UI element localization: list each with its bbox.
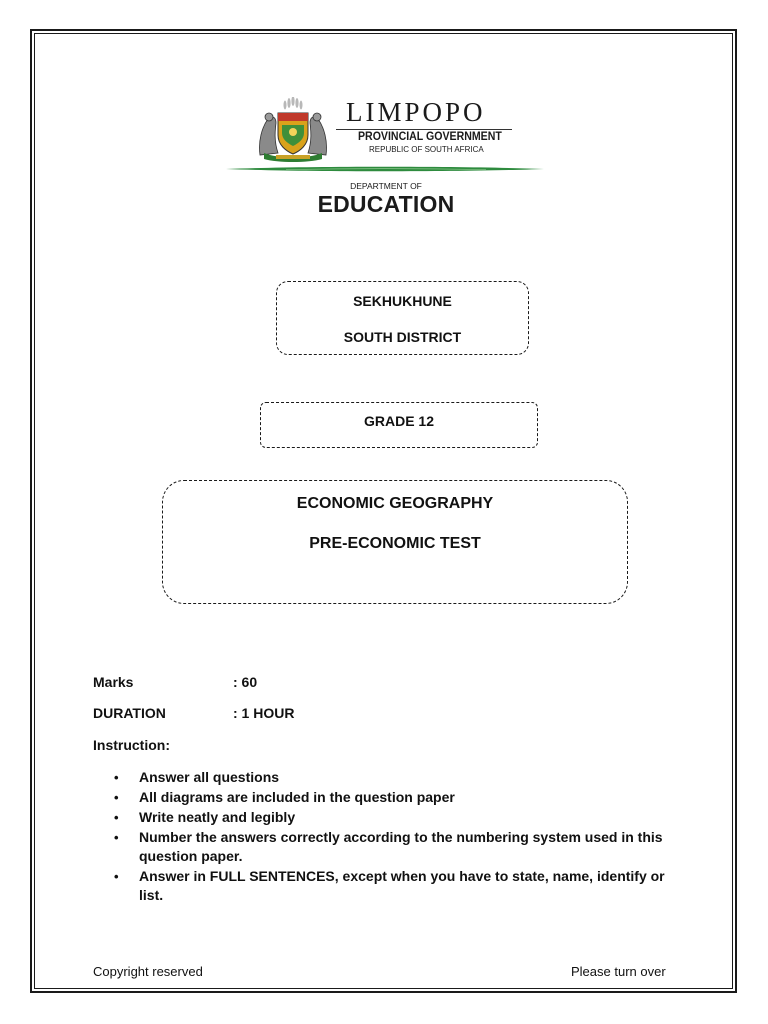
list-item (114, 828, 674, 866)
instruction-text: Write neatly and legibly (139, 809, 296, 825)
list-item (114, 808, 674, 827)
department-name: EDUCATION (317, 191, 455, 217)
bullet-icon: • (114, 790, 119, 805)
instruction-text: All diagrams are included in the question paper (139, 789, 455, 805)
republic-label: REPUBLIC OF SOUTH AFRICA (369, 145, 484, 154)
bullet-icon: • (114, 830, 119, 845)
district-box (276, 281, 529, 355)
instruction-text: Answer in FULL SENTENCES, except when you have to state, name, identify or list. (139, 868, 665, 903)
marks-label: Marks (93, 674, 134, 690)
list-item (114, 768, 674, 787)
subject-box (162, 480, 628, 604)
district-name: SEKHUKHUNE (353, 293, 452, 309)
government-label: PROVINCIAL GOVERNMENT (358, 131, 502, 143)
grade-box (260, 402, 538, 448)
marks-value: : 60 (233, 674, 258, 690)
subject-title: ECONOMIC GEOGRAPHY (296, 495, 494, 512)
turn-over-footer: Please turn over (571, 964, 666, 979)
district-subname: SOUTH DISTRICT (343, 329, 462, 345)
bullet-icon: • (114, 810, 119, 825)
bullet-icon: • (114, 869, 119, 884)
copyright-footer: Copyright reserved (93, 964, 203, 979)
instruction-list (114, 768, 674, 906)
instruction-text: Answer all questions (139, 769, 280, 785)
instruction-heading: Instruction: (93, 737, 170, 753)
list-item (114, 867, 674, 905)
test-title: PRE-ECONOMIC TEST (309, 535, 481, 552)
duration-value: : 1 HOUR (233, 705, 295, 721)
duration-label: DURATION (93, 705, 166, 721)
coat-of-arms-icon (256, 97, 330, 163)
green-swoosh-divider (226, 165, 544, 173)
province-name: LIMPOPO (346, 97, 486, 127)
department-of-label: DEPARTMENT OF (350, 181, 422, 191)
grade-label: GRADE 12 (363, 413, 435, 429)
logo-divider (336, 129, 512, 130)
bullet-icon: • (114, 770, 119, 785)
list-item (114, 788, 674, 807)
instruction-text: Number the answers correctly according to the numbering system used in this question paper. (139, 829, 663, 864)
